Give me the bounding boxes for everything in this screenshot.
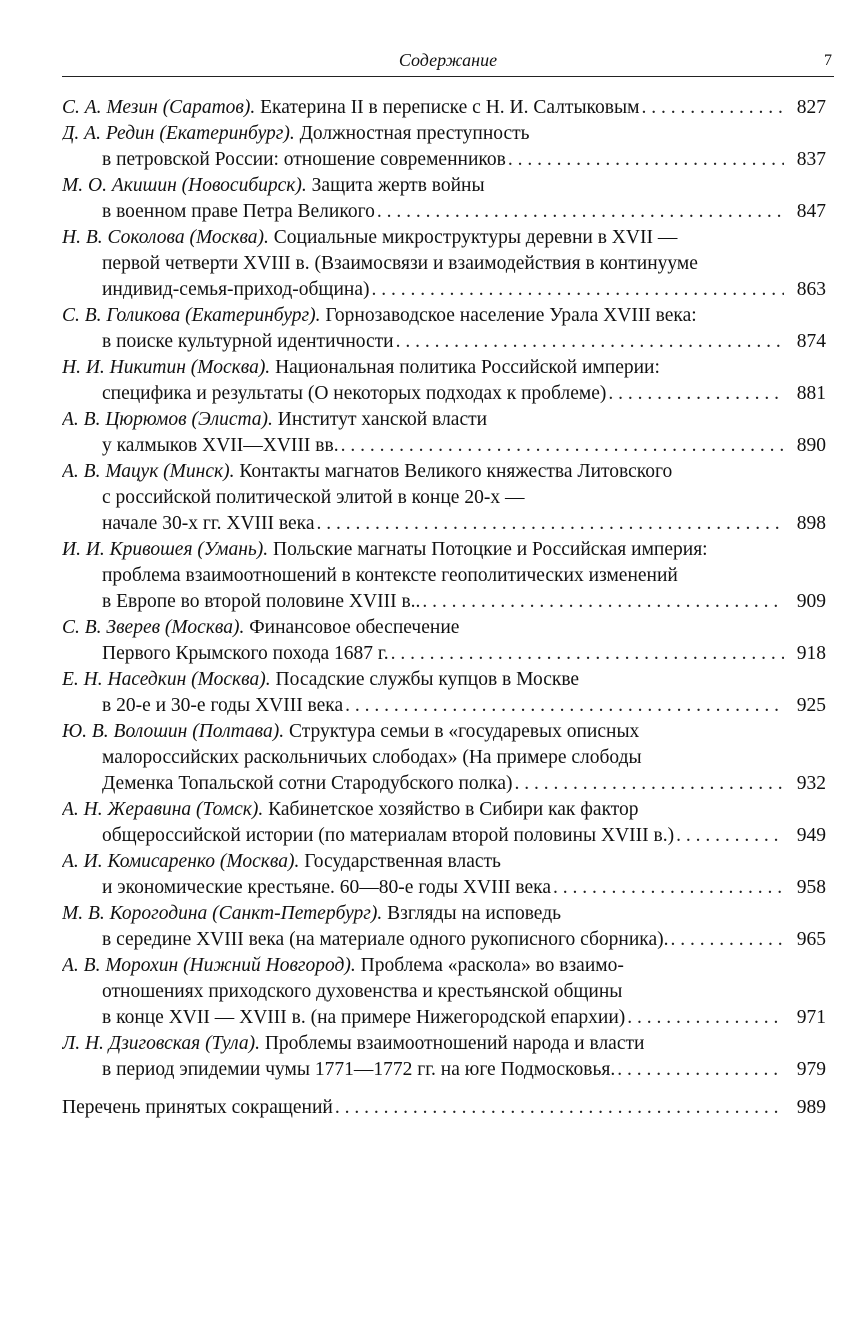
toc-entry-author: М. О. Акишин (Новосибирск). bbox=[62, 175, 307, 196]
toc-entry-line bbox=[62, 1057, 826, 1083]
toc-entry-line bbox=[62, 251, 826, 277]
toc-entry-title: в петровской России: отношение современников bbox=[102, 149, 506, 170]
dot-leader bbox=[639, 95, 784, 121]
toc-entry-page-number: 971 bbox=[796, 1007, 826, 1028]
dot-leader bbox=[339, 433, 784, 459]
toc-entry-title: в конце XVII — XVIII в. (на примере Нижегородской епархии) bbox=[102, 1007, 626, 1028]
toc-entry-page-number: 989 bbox=[796, 1097, 826, 1118]
dot-leader bbox=[551, 875, 784, 901]
toc-entry-title: Институт ханской власти bbox=[277, 409, 488, 430]
toc-entry-author: М. В. Корогодина (Санкт-Петербург). bbox=[62, 903, 383, 924]
toc-entry-title: Посадские службы купцов в Москве bbox=[275, 669, 580, 690]
dot-leader bbox=[506, 147, 784, 173]
toc-entry-page-number: 932 bbox=[796, 773, 826, 794]
toc-entry-page-number: 918 bbox=[796, 643, 826, 664]
toc-entry-line bbox=[62, 225, 826, 251]
dot-leader bbox=[615, 1057, 784, 1083]
toc-entry-title: Государственная власть bbox=[304, 851, 501, 872]
toc-entry[interactable] bbox=[62, 615, 826, 667]
toc-entry-page-number: 949 bbox=[796, 825, 826, 846]
dot-leader bbox=[314, 511, 784, 537]
toc-entry-title: в военном праве Петра Великого bbox=[102, 201, 375, 222]
toc-entry-title: индивид-семья-приход-община) bbox=[102, 279, 370, 300]
table-of-contents bbox=[62, 95, 826, 1121]
toc-entry[interactable] bbox=[62, 797, 826, 849]
toc-entry[interactable] bbox=[62, 121, 826, 173]
toc-entry-line bbox=[62, 901, 826, 927]
toc-entry-page-number: 958 bbox=[796, 877, 826, 898]
dot-leader bbox=[669, 927, 785, 953]
dot-leader bbox=[606, 381, 784, 407]
toc-entry[interactable] bbox=[62, 225, 826, 303]
toc-entry-title: первой четверти XVIII в. (Взаимосвязи и взаимодействия в континууме bbox=[102, 253, 698, 274]
toc-entry[interactable] bbox=[62, 355, 826, 407]
toc-entry-author: А. Н. Жеравина (Томск). bbox=[62, 799, 264, 820]
toc-entry-line bbox=[62, 927, 826, 953]
toc-entry-title: проблема взаимоотношений в контексте геополитических изменений bbox=[102, 565, 678, 586]
dot-leader bbox=[369, 277, 784, 303]
dot-leader bbox=[394, 329, 784, 355]
toc-entry-title: отношениях приходского духовенства и крестьянской общины bbox=[102, 981, 623, 1002]
toc-entry-title: в период эпидемии чумы 1771—1772 гг. на юге Подмосковья. bbox=[102, 1059, 616, 1080]
toc-entry-title: Финансовое обеспечение bbox=[249, 617, 460, 638]
toc-entry-line bbox=[62, 589, 826, 615]
toc-entry-line bbox=[62, 797, 826, 823]
toc-entry-author: С. В. Зверев (Москва). bbox=[62, 617, 245, 638]
toc-entry-title: Первого Крымского похода 1687 г. bbox=[102, 643, 389, 664]
toc-entry-page-number: 909 bbox=[796, 591, 826, 612]
toc-entry-title: с российской политической элитой в конце 20-х — bbox=[102, 487, 525, 508]
dot-leader bbox=[625, 1005, 784, 1031]
toc-entry-title: Защита жертв войны bbox=[311, 175, 485, 196]
toc-entry[interactable] bbox=[62, 667, 826, 719]
toc-entry-line bbox=[62, 953, 826, 979]
toc-entry-page-number: 898 bbox=[796, 513, 826, 534]
toc-entry-title: Должностная преступность bbox=[299, 123, 530, 144]
toc-entry-line bbox=[62, 641, 826, 667]
toc-entry-title: в Европе во второй половине XVIII в.. bbox=[102, 591, 421, 612]
toc-entry-author: А. В. Морохин (Нижний Новгород). bbox=[62, 955, 356, 976]
toc-entry-title: общероссийской истории (по материалам второй половины XVIII в.) bbox=[102, 825, 675, 846]
toc-entry-author: А. И. Комисаренко (Москва). bbox=[62, 851, 300, 872]
toc-entry[interactable] bbox=[62, 901, 826, 953]
toc-entry-line bbox=[62, 407, 826, 433]
toc-entry-title: в середине XVIII века (на материале одного рукописного сборника). bbox=[102, 929, 669, 950]
toc-entry-line bbox=[62, 329, 826, 355]
toc-entry-line bbox=[62, 121, 826, 147]
toc-entry-line bbox=[62, 537, 826, 563]
dot-leader bbox=[420, 589, 784, 615]
dot-leader bbox=[343, 693, 784, 719]
running-head-title: Содержание bbox=[398, 50, 498, 70]
toc-entry[interactable] bbox=[62, 953, 826, 1031]
toc-entry-line bbox=[62, 147, 826, 173]
toc-entry-page-number: 890 bbox=[796, 435, 826, 456]
toc-entry[interactable] bbox=[62, 407, 826, 459]
toc-entry-page-number: 827 bbox=[796, 97, 826, 118]
toc-entry-author: Д. А. Редин (Екатеринбург). bbox=[62, 123, 295, 144]
toc-entry-line bbox=[62, 875, 826, 901]
dot-leader bbox=[389, 641, 784, 667]
toc-entry-line bbox=[62, 745, 826, 771]
toc-entry-title: Деменка Топальской сотни Стародубского полка) bbox=[102, 773, 513, 794]
toc-entry-line bbox=[62, 771, 826, 797]
toc-entry-page-number: 837 bbox=[796, 149, 826, 170]
toc-entry-line bbox=[62, 95, 826, 121]
dot-leader bbox=[333, 1095, 784, 1121]
toc-entry-title: Взгляды на исповедь bbox=[387, 903, 562, 924]
toc-entry-title: и экономические крестьяне. 60—80-е годы XVIII века bbox=[102, 877, 552, 898]
toc-entry-author: С. А. Мезин (Саратов). bbox=[62, 97, 256, 118]
toc-entry-author: Н. И. Никитин (Москва). bbox=[62, 357, 271, 378]
toc-entry-page-number: 965 bbox=[796, 929, 826, 950]
toc-entry-author: Ю. В. Волошин (Полтава). bbox=[62, 721, 285, 742]
toc-entry-page-number: 979 bbox=[796, 1059, 826, 1080]
toc-entry-title: в 20-е и 30-е годы XVIII века bbox=[102, 695, 344, 716]
toc-entry-page-number: 881 bbox=[796, 383, 826, 404]
dot-leader bbox=[512, 771, 784, 797]
toc-entry-author: А. В. Мацук (Минск). bbox=[62, 461, 235, 482]
toc-entry-line bbox=[62, 303, 826, 329]
toc-entry-author: И. И. Кривошея (Умань). bbox=[62, 539, 269, 560]
toc-entry-page-number: 847 bbox=[796, 201, 826, 222]
toc-entry-line bbox=[62, 979, 826, 1005]
toc-entry-title: Польские магнаты Потоцкие и Российская империя: bbox=[273, 539, 708, 560]
toc-entry-author: Н. В. Соколова (Москва). bbox=[62, 227, 269, 248]
toc-entry-abbreviations[interactable] bbox=[62, 1095, 826, 1121]
toc-entry-title: Горнозаводское население Урала XVIII века: bbox=[325, 305, 697, 326]
toc-entry-title: малороссийских раскольничьих слободах» (На примере слободы bbox=[102, 747, 642, 768]
running-head-page-number: 7 bbox=[824, 52, 832, 69]
toc-entry-line bbox=[62, 1005, 826, 1031]
toc-entry-title: у калмыков XVII—XVIII вв. bbox=[102, 435, 339, 456]
dot-leader bbox=[375, 199, 784, 225]
toc-entry-title: Перечень принятых сокращений bbox=[62, 1097, 333, 1118]
toc-entry-page-number: 874 bbox=[796, 331, 826, 352]
toc-entry-line bbox=[62, 485, 826, 511]
toc-entry[interactable] bbox=[62, 459, 826, 537]
toc-entry-author: А. В. Цюрюмов (Элиста). bbox=[62, 409, 273, 430]
toc-entry-title: специфика и результаты (О некоторых подходах к проблеме) bbox=[102, 383, 607, 404]
toc-entry-line bbox=[62, 563, 826, 589]
toc-entry-title: в поиске культурной идентичности bbox=[102, 331, 394, 352]
toc-entry-line bbox=[62, 719, 826, 745]
toc-entry[interactable] bbox=[62, 173, 826, 225]
toc-entry[interactable] bbox=[62, 303, 826, 355]
toc-entry-line bbox=[62, 433, 826, 459]
toc-entry[interactable] bbox=[62, 95, 826, 121]
toc-entry-line bbox=[62, 511, 826, 537]
toc-entry-title: Проблема «раскола» во взаимо- bbox=[360, 955, 624, 976]
toc-entry-title: Екатерина II в переписке с Н. И. Салтыковым bbox=[260, 97, 640, 118]
toc-entry[interactable] bbox=[62, 537, 826, 615]
toc-entry-title: Контакты магнатов Великого княжества Литовского bbox=[239, 461, 673, 482]
toc-entry-line bbox=[62, 199, 826, 225]
toc-entry-line bbox=[62, 459, 826, 485]
toc-entry-title: Структура семьи в «государевых описных bbox=[288, 721, 640, 742]
toc-entry[interactable] bbox=[62, 1031, 826, 1083]
toc-entry-line bbox=[62, 173, 826, 199]
toc-entry-author: С. В. Голикова (Екатеринбург). bbox=[62, 305, 321, 326]
toc-entry-page-number: 925 bbox=[796, 695, 826, 716]
toc-entry-line bbox=[62, 381, 826, 407]
toc-entry-author: Е. Н. Наседкин (Москва). bbox=[62, 669, 271, 690]
toc-entry-line bbox=[62, 823, 826, 849]
toc-entry-title: Кабинетское хозяйство в Сибири как фактор bbox=[268, 799, 639, 820]
toc-entry-line bbox=[62, 693, 826, 719]
dot-leader bbox=[674, 823, 784, 849]
toc-entry-page-number: 863 bbox=[796, 279, 826, 300]
toc-entry-line bbox=[62, 615, 826, 641]
toc-entry[interactable] bbox=[62, 849, 826, 901]
toc-entry-title: начале 30-х гг. XVIII века bbox=[102, 513, 315, 534]
toc-entry-title: Социальные микроструктуры деревни в XVII — bbox=[273, 227, 678, 248]
toc-entry-line bbox=[62, 849, 826, 875]
toc-entry[interactable] bbox=[62, 719, 826, 797]
toc-entry-title: Проблемы взаимоотношений народа и власти bbox=[264, 1033, 645, 1054]
toc-entry-author: Л. Н. Дзиговская (Тула). bbox=[62, 1033, 260, 1054]
toc-entry-line bbox=[62, 355, 826, 381]
toc-entry-title: Национальная политика Российской империи: bbox=[275, 357, 660, 378]
toc-entry-line bbox=[62, 277, 826, 303]
toc-entry-line bbox=[62, 1031, 826, 1057]
toc-entry-line bbox=[62, 667, 826, 693]
running-head bbox=[62, 46, 834, 77]
